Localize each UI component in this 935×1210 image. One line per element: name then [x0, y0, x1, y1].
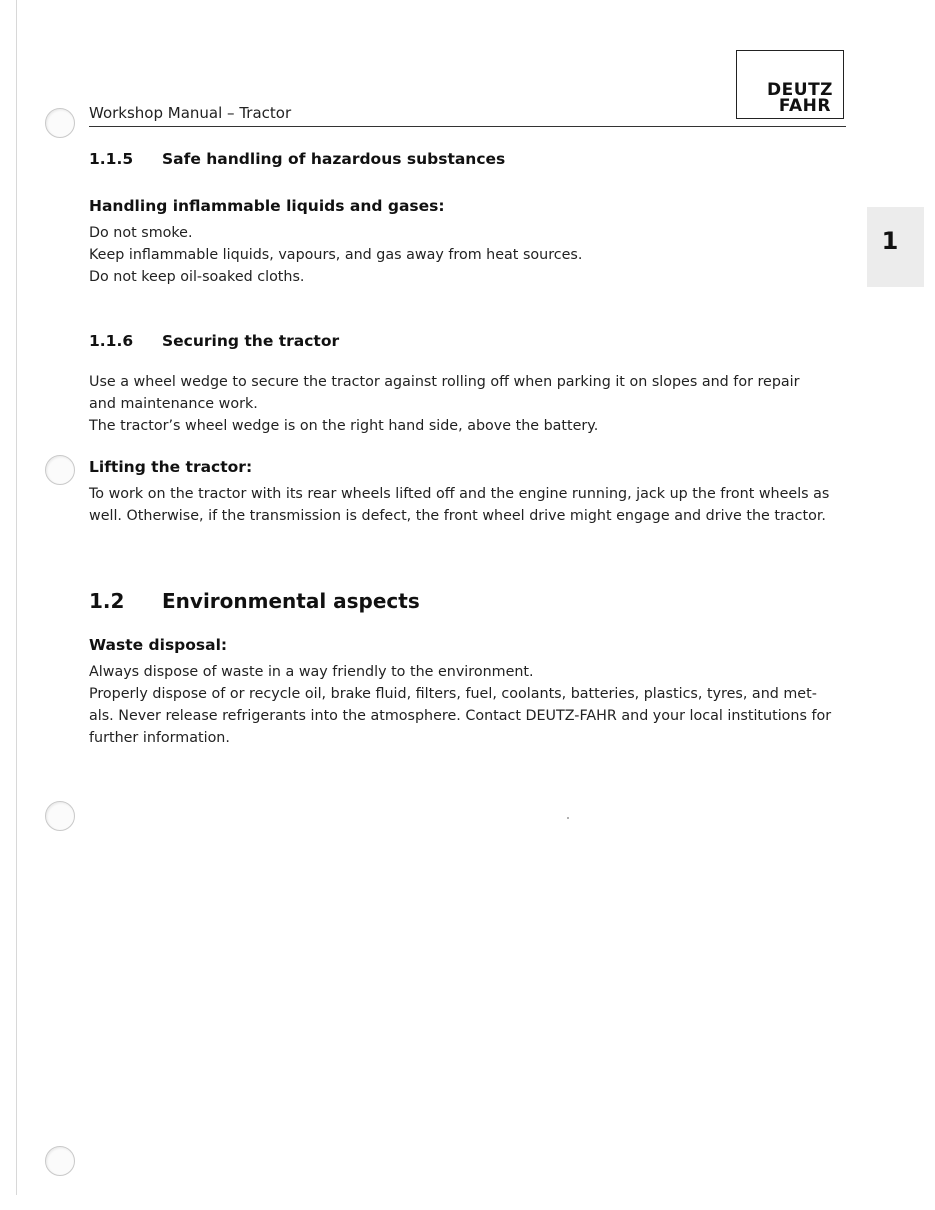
chapter-tab: [867, 207, 924, 287]
paragraph-line: Do not keep oil-soaked cloths.: [89, 269, 305, 285]
punch-hole: [45, 455, 75, 485]
paragraph-line: Use a wheel wedge to secure the tractor against rolling off when parking it on slopes and for repair: [89, 374, 800, 390]
paragraph-line: Do not smoke.: [89, 225, 193, 241]
section-title: Securing the tractor: [162, 332, 340, 350]
section-number: 1.2: [89, 589, 125, 613]
paragraph-line: To work on the tractor with its rear wheels lifted off and the engine running, jack up the front wheels as: [89, 486, 830, 502]
logo-line-deutz: DEUTZ: [767, 80, 833, 100]
paragraph-waste: [89, 661, 849, 749]
subheading-waste: Waste disposal:: [89, 636, 228, 654]
logo-line-fahr: FAHR: [778, 96, 831, 116]
scan-speck: [567, 817, 569, 819]
paragraph-line: Always dispose of waste in a way friendly to the environment.: [89, 664, 534, 680]
paragraph-inflammable: [89, 222, 849, 288]
manual-title: Workshop Manual – Tractor: [89, 104, 292, 122]
punch-hole: [45, 1146, 75, 1176]
section-number: 1.1.6: [89, 332, 134, 350]
paragraph-lifting: [89, 483, 849, 527]
punch-hole: [45, 801, 75, 831]
subheading-inflammable: Handling inflammable liquids and gases:: [89, 197, 445, 215]
subheading-lifting: Lifting the tractor:: [89, 458, 253, 476]
paragraph-line: well. Otherwise, if the transmission is defect, the front wheel drive might engage and drive the tractor.: [89, 508, 826, 524]
paragraph-line: and maintenance work.: [89, 396, 258, 412]
chapter-number: 1: [881, 227, 899, 255]
section-number: 1.1.5: [89, 150, 134, 168]
header-rule: [89, 126, 846, 127]
paragraph-line: Properly dispose of or recycle oil, brake fluid, filters, fuel, coolants, batteries, plastics, tyres, and met-: [89, 686, 817, 702]
deutz-fahr-logo: [736, 50, 844, 119]
paragraph-securing: [89, 371, 849, 437]
section-heading-1-2: [89, 589, 420, 613]
section-heading-1-1-5: [89, 150, 505, 168]
paragraph-line: further information.: [89, 730, 230, 746]
paragraph-line: als. Never release refrigerants into the atmosphere. Contact DEUTZ-FAHR and your local institutions for: [89, 708, 832, 724]
paragraph-line: Keep inflammable liquids, vapours, and gas away from heat sources.: [89, 247, 583, 263]
paragraph-line: The tractor’s wheel wedge is on the right hand side, above the battery.: [89, 418, 599, 434]
punch-hole: [45, 108, 75, 138]
section-heading-1-1-6: [89, 332, 339, 350]
section-title: Safe handling of hazardous substances: [162, 150, 506, 168]
page-edge: [16, 0, 17, 1195]
section-title: Environmental aspects: [162, 589, 420, 613]
